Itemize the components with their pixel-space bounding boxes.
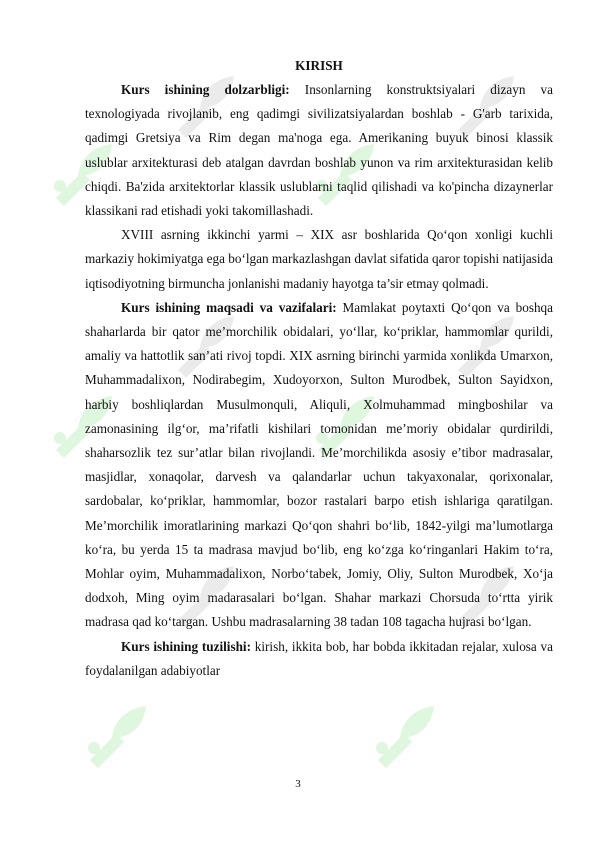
page-title: KIRISH (295, 58, 343, 73)
paragraph-text: Mamlakat poytaxti Qo‘qon va boshqa shaharlarda bir qator me’morchilik obidalari, yo‘llar, ko‘priklar, hammomlar qurildi, amaliy va hattotlik san’ati rivoj topdi. XIX asrning birinchi yarmida xonlikda Umarxon, Muhammadalixon, Nodirabegim, Xudoyorxon, Sulton Murodbek, Sulton Sayidxon, harbiy boshliqlardan Musulmonquli, Aliquli, Xolmuhammad mingboshilar va zamonasining ilg‘or, ma’rifatli kishilari tomonidan me’moriy obidalar qurdirildi, shaharsozlik tez sur’atlar bilan rivojlandi. Me’morchilikda asosiy e’tibor madrasalar, masjidlar, xonaqolar, darvesh va qalandarlar uchun takyaxonalar, qorixonalar, sardobalar, ko‘priklar, hammomlar, bozor rastalari barpo etish ishlariga qaratilgan. Me’morchilik imoratlarining markazi Qo‘qon shahri bo‘lib, 1842-yilgi ma’lumotlarga ko‘ra, bu yerda 15 ta madrasa mavjud bo‘lib, eng ko‘zga ko‘ringanlari Hakim to‘ra, Mohlar oyim, Muhammadalixon, Norbo‘tabek, Jomiy, Oliy, Sulton Murodbek, Xo‘ja dodxoh, Ming oyim madarasalari bo‘lgan. Shahar markazi Chorsuda to‘rtta yirik madrasa qad ko‘targan. Ushbu madrasalarning 38 tadan 108 tagacha hujrasi bo‘lgan. (85, 299, 553, 630)
document-body (85, 58, 553, 683)
paragraph-goals (85, 296, 553, 635)
paragraph-lead: Kurs ishining maqsadi va vazifalari: (121, 299, 337, 315)
paragraph-text: kirish, ikkita bob, har bobda ikkitadan rejalar, xulosa va foydalanilgan adabiyotlar (85, 638, 554, 678)
page-number: 3 (295, 778, 301, 790)
paragraph-lead: Kurs ishining tuzilishi: (121, 638, 251, 654)
paragraph-relevance (85, 78, 553, 223)
paragraph-text: Insonlarning konstruktsiyalari dizayn va texnologiyada rivojlanib, eng qadimgi sivilizatsiyalardan boshlab - G'arb tarixida, qadimgi Gretsiya va Rim degan ma'noga ega. Amerikaning buyuk binosi klassik uslublar arxitekturasi deb atalgan davrdan boshlab yunon va rim arxitekturasidan kelib chiqdi. Ba'zida arxitektorlar klassik uslublarni taqlid qilishadi va ko'pincha dizaynerlar klassikani rad etishadi yoki takomillashadi. (85, 82, 553, 219)
paragraph-structure (85, 635, 553, 683)
paragraph-history (85, 223, 553, 296)
watermark-logo-icon (72, 690, 162, 780)
watermark-logo-icon (360, 690, 450, 780)
paragraph-text: XVIII asrning ikkinchi yarmi – XIX asr boshlarida Qo‘qon xonligi kuchli markaziy hokimiyatga ega bo‘lgan markazlashgan davlat sifatida qaror topishi natijasida iqtisodiyotning birmuncha jonlanishi madaniy hayotga ta’sir etmay qolmadi. (85, 227, 553, 291)
paragraph-lead: Kurs ishining dolzarbligi: (121, 82, 290, 97)
